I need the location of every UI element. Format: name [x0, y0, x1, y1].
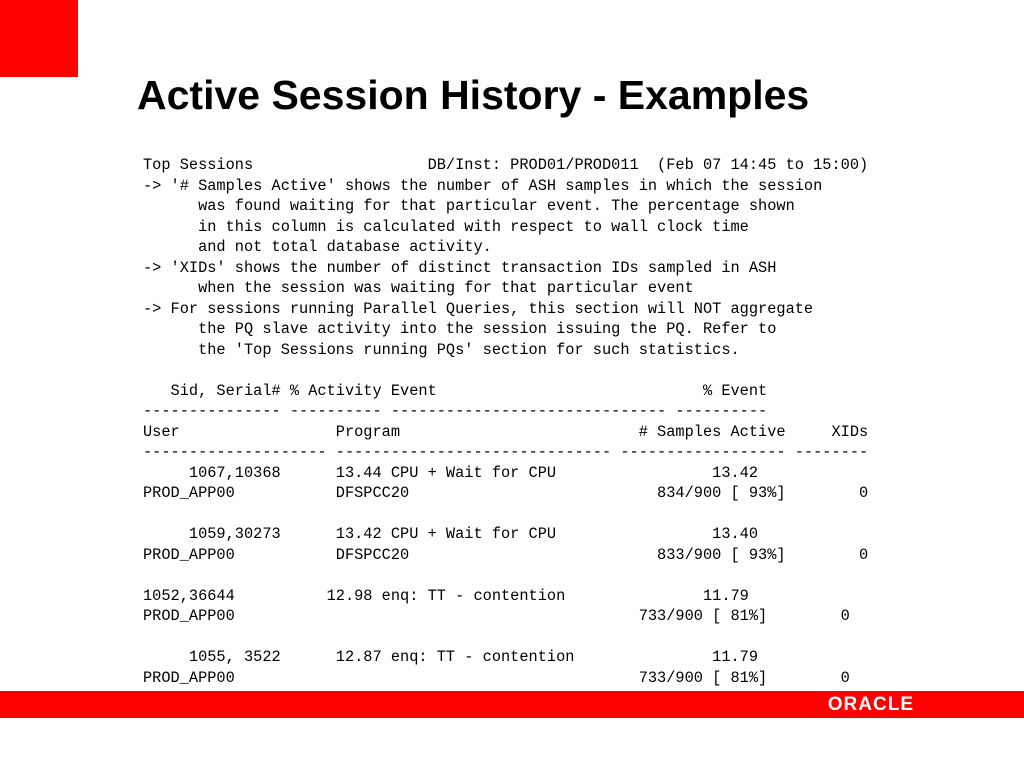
report-column-header: User Program # Samples Active XIDs	[143, 422, 869, 441]
report-blank-line	[143, 360, 868, 381]
report-blank-line	[143, 504, 868, 525]
report-line: and not total database activity.	[143, 238, 492, 256]
footer-bar	[0, 691, 1024, 718]
report-line: the PQ slave activity into the session issuing the PQ. Refer to	[143, 320, 777, 338]
report-session-detail-row: PROD_APP00 DFSPCC20 833/900 [ 93%] 0	[143, 545, 869, 564]
oracle-logo: ORACLE	[827, 694, 914, 715]
report-line: was found waiting for that particular event. The percentage shown	[143, 197, 795, 215]
report-line: in this column is calculated with respect to wall clock time	[143, 217, 749, 236]
report-line: the 'Top Sessions running PQs' section for such statistics.	[143, 340, 740, 359]
report-line: -> '# Samples Active' shows the number of ASH samples in which the session	[143, 176, 823, 195]
slide-title: Active Session History - Examples	[137, 72, 810, 118]
report-line: -> For sessions running Parallel Queries, this section will NOT aggregate	[143, 299, 814, 318]
report-blank-line	[143, 627, 868, 648]
report-session-row: 1067,10368 13.44 CPU + Wait for CPU 13.42	[143, 463, 759, 482]
report-session-detail-row: PROD_APP00 733/900 [ 81%] 0	[143, 668, 850, 687]
report-divider: -------------------- ------------------------------ ------------------ --------	[143, 443, 869, 461]
report-session-row: 1055, 3522 12.87 enq: TT - contention 11.79	[143, 648, 759, 666]
report-line: Top Sessions DB/Inst: PROD01/PROD011 (Feb 07 14:45 to 15:00)	[143, 156, 869, 174]
report-session-row: 1052,36644 12.98 enq: TT - contention 11.79	[143, 586, 749, 605]
report-session-detail-row: PROD_APP00 DFSPCC20 834/900 [ 93%] 0	[143, 484, 869, 502]
corner-accent-block	[0, 0, 78, 77]
report-column-header: Sid, Serial# % Activity Event % Event	[143, 381, 768, 400]
report-session-detail-row: PROD_APP00 733/900 [ 81%] 0	[143, 607, 850, 625]
top-sessions-report	[143, 155, 868, 688]
report-session-row: 1059,30273 13.42 CPU + Wait for CPU 13.40	[143, 525, 759, 543]
report-blank-line	[143, 565, 868, 586]
report-line: when the session was waiting for that particular event	[143, 279, 694, 297]
report-divider: --------------- ---------- ------------------------------ ----------	[143, 402, 768, 420]
report-line: -> 'XIDs' shows the number of distinct transaction IDs sampled in ASH	[143, 258, 777, 277]
